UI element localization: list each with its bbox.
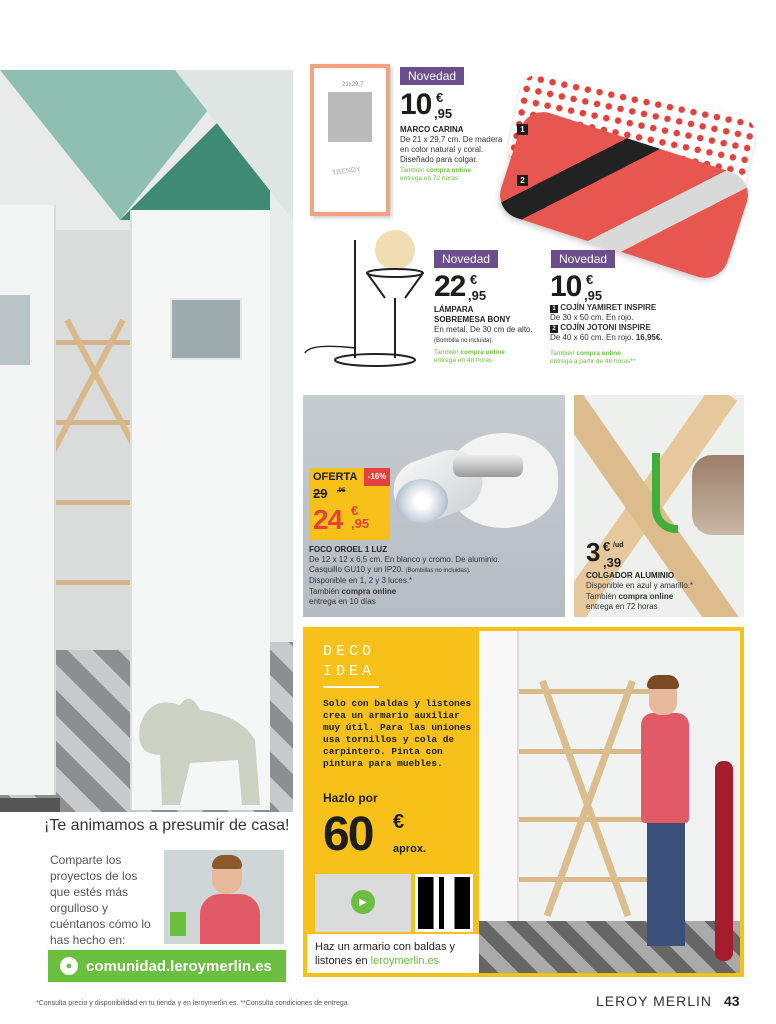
online-bold: compra online bbox=[341, 587, 397, 596]
community-link-label: comunidad.leroymerlin.es bbox=[86, 957, 272, 975]
cushion-details bbox=[550, 303, 700, 343]
hook-product bbox=[574, 395, 744, 617]
deco-text: Solo con baldas y listones crea un armario auxiliar muy útil. Para las uniones usa tornillos y cola de carpintero. Pinta con pintura para muebles. bbox=[323, 698, 472, 769]
rug bbox=[0, 798, 60, 812]
lamp-desc-small: (Bombilla no incluida). bbox=[434, 338, 494, 344]
online-post: entrega a partir de 48 horas** bbox=[550, 358, 636, 365]
deco-footer-link[interactable]: leroymerlin.es bbox=[370, 955, 440, 967]
price-integer: 10 bbox=[400, 88, 432, 121]
lamp-price bbox=[434, 270, 494, 304]
frame-picture bbox=[328, 92, 372, 142]
shelf bbox=[56, 500, 130, 505]
online-pre: También bbox=[550, 350, 575, 357]
offer-percent: -16% bbox=[364, 468, 390, 486]
frame-description: De 21 x 29,7 cm. De madera en color natural y coral. Diseñado para colgar. bbox=[400, 135, 503, 164]
price-currency: € bbox=[351, 503, 359, 518]
novedad-badge: Novedad bbox=[551, 250, 615, 268]
shelf bbox=[56, 340, 130, 345]
price-integer: 22 bbox=[434, 270, 466, 303]
frame-label: TRENDY bbox=[331, 166, 362, 177]
hook-title: COLGADOR ALUMINIO bbox=[586, 571, 675, 580]
hook-online-note bbox=[586, 592, 706, 612]
spotlight-arm bbox=[453, 455, 523, 477]
spot-desc-3: Disponible en 1, 2 y 3 luces.* bbox=[309, 576, 413, 585]
frame-product-image bbox=[310, 64, 390, 216]
online-pre: También bbox=[309, 587, 340, 596]
hook-description: Disponible en azul y amarillo.* bbox=[586, 581, 694, 590]
closet-interior bbox=[56, 230, 130, 650]
cushion-number-2: 2 bbox=[517, 175, 528, 186]
price-unit: /ud bbox=[613, 542, 624, 549]
spotlight-product bbox=[303, 395, 565, 617]
deco-heading-1: DECO bbox=[323, 643, 376, 660]
frame-online-note bbox=[400, 167, 500, 183]
price-integer: 10 bbox=[550, 270, 582, 303]
offer-badge bbox=[309, 468, 390, 486]
cushion-online-note bbox=[550, 350, 690, 366]
price-currency: € bbox=[470, 272, 478, 287]
page-number: 43 bbox=[724, 993, 740, 1009]
online-bold: compra online bbox=[618, 592, 674, 601]
offer-price bbox=[309, 486, 390, 540]
frame-label: 21x29,7 bbox=[342, 82, 364, 88]
online-pre: También bbox=[434, 349, 459, 356]
online-post: entrega en 48 horas bbox=[434, 357, 493, 364]
online-bold: compra online bbox=[460, 349, 505, 356]
offer-label: OFERTA bbox=[313, 471, 358, 483]
spotlight-online-note bbox=[309, 587, 429, 607]
lamp-title-2: SOBREMESA BONY bbox=[434, 315, 511, 324]
deco-heading-2: IDEA bbox=[323, 663, 376, 680]
shelf bbox=[56, 580, 130, 585]
frame-title: MARCO CARINA bbox=[400, 125, 464, 134]
spot-desc-1: De 12 x 12 x 6,5 cm. En blanco y cromo. De aluminio. bbox=[309, 555, 500, 564]
cushion-2-title: COJÍN JOTONI INSPIRE bbox=[560, 323, 651, 332]
qr-pattern bbox=[418, 877, 470, 929]
community-photo bbox=[164, 850, 284, 944]
shoe bbox=[692, 455, 744, 535]
price-decimal: ,95 bbox=[351, 516, 370, 531]
price-integer: 3 bbox=[586, 537, 600, 567]
person-legs bbox=[647, 821, 685, 946]
deco-text-panel bbox=[307, 631, 479, 973]
lamp-title-1: LÁMPARA bbox=[434, 305, 474, 314]
community-link-button[interactable] bbox=[48, 950, 286, 982]
old-price-integer: 29 bbox=[313, 486, 328, 501]
online-post: entrega en 10 días bbox=[309, 597, 376, 606]
person-shirt bbox=[200, 894, 260, 944]
community-icon: ● bbox=[60, 957, 78, 975]
cushion-2-price: 16,95€. bbox=[635, 333, 663, 342]
spotlight-lens bbox=[396, 479, 448, 523]
online-post: entrega en 72 horas bbox=[586, 602, 658, 611]
novedad-badge: Novedad bbox=[434, 250, 498, 268]
price-integer: 24 bbox=[313, 504, 343, 535]
spot-desc-2: Casquillo GU10 y un IP20. bbox=[309, 565, 404, 574]
price-decimal: ,39 bbox=[603, 555, 622, 570]
deco-price: 60 bbox=[323, 808, 373, 861]
cushion-1-desc: De 30 x 50 cm. En rojo. bbox=[550, 313, 634, 322]
lamp-description bbox=[434, 325, 534, 346]
cushion-number-2: 2 bbox=[550, 325, 558, 333]
door-window bbox=[170, 298, 242, 360]
price-decimal: ,95 bbox=[584, 288, 603, 303]
cushion-2-desc: De 40 x 60 cm. En rojo. bbox=[550, 333, 634, 342]
novedad-badge: Novedad bbox=[400, 67, 464, 85]
price-currency: € bbox=[603, 539, 611, 554]
online-post: entrega en 72 horas bbox=[400, 175, 459, 182]
deco-footer bbox=[307, 934, 479, 973]
lamp-product-image bbox=[300, 228, 430, 378]
play-icon[interactable]: ▶ bbox=[351, 890, 375, 914]
lamp-online-note bbox=[434, 349, 534, 365]
price-currency: € bbox=[436, 90, 444, 105]
spot-desc-2-small: (Bombillas no incluidas). bbox=[405, 568, 471, 574]
shelf bbox=[519, 689, 659, 694]
video-thumbnail[interactable] bbox=[315, 874, 411, 932]
community-box bbox=[44, 817, 294, 987]
online-pre: También bbox=[586, 592, 617, 601]
skis bbox=[715, 761, 733, 961]
online-bold: compra online bbox=[426, 167, 471, 174]
old-price-decimal: ,95 bbox=[337, 488, 346, 494]
price-decimal: ,95 bbox=[468, 288, 487, 303]
deco-footer-text: Haz un armario con baldas y listones en bbox=[315, 941, 456, 967]
community-title: ¡Te animamos a presumir de casa! bbox=[44, 817, 290, 834]
cushion-number-1: 1 bbox=[550, 305, 558, 313]
brand-logo bbox=[170, 912, 186, 936]
dog-figure bbox=[120, 685, 270, 810]
frame-price bbox=[400, 88, 460, 122]
person-hair bbox=[647, 675, 679, 689]
person-hair bbox=[212, 855, 242, 869]
price-decimal: ,95 bbox=[434, 106, 453, 121]
deco-hazlo: Hazlo por bbox=[323, 791, 378, 805]
qr-code bbox=[415, 874, 473, 932]
person-shirt bbox=[641, 713, 689, 823]
cushion-price bbox=[550, 270, 610, 304]
cushion-1-title: COJÍN YAMIRET INSPIRE bbox=[560, 303, 657, 312]
spotlight-description bbox=[309, 555, 539, 586]
hook-price bbox=[586, 537, 646, 571]
footnote: *Consulta precio y disponibilidad en tu tienda y en leroymerlin.es. **Consulta condiciones de entrega. bbox=[36, 1000, 350, 1007]
green-hook-icon bbox=[652, 453, 678, 533]
online-pre: También bbox=[400, 167, 425, 174]
door-window bbox=[0, 295, 30, 365]
deco-aprox: aprox. bbox=[393, 843, 427, 855]
tiled-floor bbox=[479, 921, 740, 973]
spotlight-title: FOCO OROEL 1 LUZ bbox=[309, 545, 388, 554]
brand-name: LEROY MERLIN bbox=[596, 993, 712, 1009]
deco-divider bbox=[323, 686, 379, 688]
deco-photo bbox=[479, 631, 740, 973]
shelf bbox=[519, 877, 659, 882]
deco-currency: € bbox=[393, 811, 405, 833]
shelf bbox=[519, 749, 659, 754]
deco-idea-box bbox=[303, 627, 744, 977]
room-photo bbox=[0, 70, 293, 812]
community-description: Comparte los proyectos de los que estés más orgulloso y cuéntanos cómo lo has hecho en: bbox=[50, 853, 151, 947]
cushion-number-1: 1 bbox=[517, 124, 528, 135]
online-bold: compra online bbox=[576, 350, 621, 357]
closet-door-left bbox=[0, 205, 56, 795]
price-currency: € bbox=[586, 272, 594, 287]
lamp-desc: En metal. De 30 cm de alto. bbox=[434, 325, 533, 334]
